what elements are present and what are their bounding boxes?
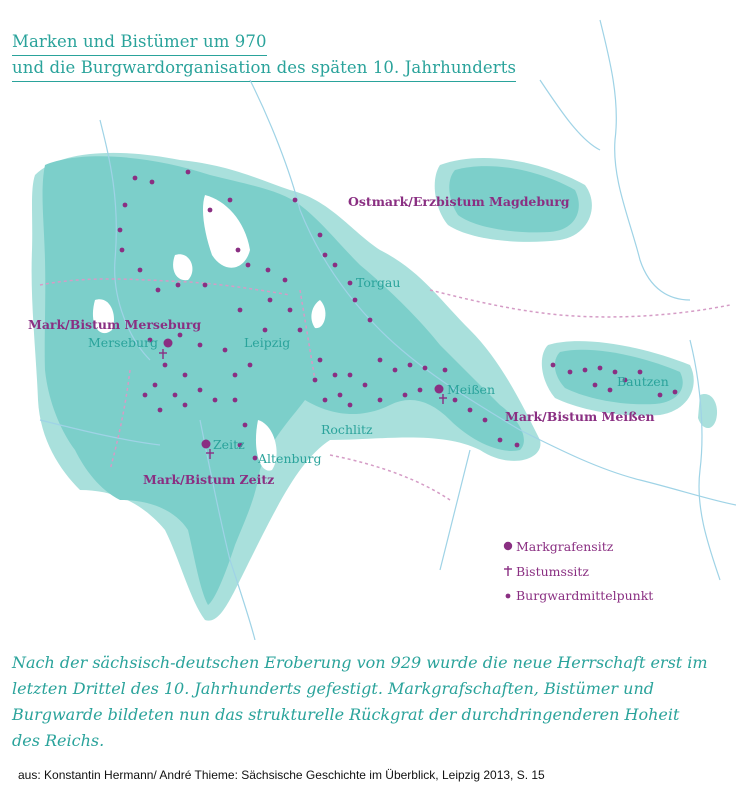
legend-bistumssitz-symbol [504,566,512,576]
place-label-bautzen: Bautzen [617,374,669,389]
place-label-rochlitz: Rochlitz [321,422,373,437]
place-label-torgau: Torgau [356,275,401,290]
legend [504,539,654,603]
place-label-meissen: Meißen [447,382,495,397]
title-line-2: und die Burgwardorganisation des späten 10. Jahrhunderts [12,56,516,82]
region-label-ostmark: Ostmark/Erzbistum Magdeburg [348,194,570,209]
legend-markgrafensitz-symbol [504,542,512,550]
legend-burgward-symbol [506,594,511,599]
region-label-merseburg: Mark/Bistum Merseburg [28,317,202,332]
place-label-merseburg: Merseburg [88,335,159,350]
legend-markgrafensitz-label: Markgrafensitz [516,539,614,554]
legend-bistumssitz-label: Bistumssitz [516,564,589,579]
title-line-1: Marken und Bistümer um 970 [12,30,267,56]
region-label-zeitz: Mark/Bistum Zeitz [143,472,275,487]
source-citation: aus: Konstantin Hermann/ André Thieme: Sächsische Geschichte im Überblick, Leipzig 2013, S. 15 [18,768,545,782]
place-label-altenburg: Altenburg [258,451,322,466]
place-label-leipzig: Leipzig [244,335,291,350]
region-label-meissen: Mark/Bistum Meißen [505,409,655,424]
legend-burgward-label: Burgwardmittelpunkt [516,588,654,603]
place-label-zeitz: Zeitz [213,437,245,452]
settlement-area-dark [43,156,683,605]
map-caption: Nach der sächsisch-deutschen Eroberung von 929 wurde die neue Herrschaft erst im letzten Drittel des 10. Jahrhunderts gefestigt. Markgrafschaften, Bistümer und Burgwarde bildeten nun das strukturelle Rückgrat der durchdringenderen Hoheit des Reichs. [12,653,708,750]
